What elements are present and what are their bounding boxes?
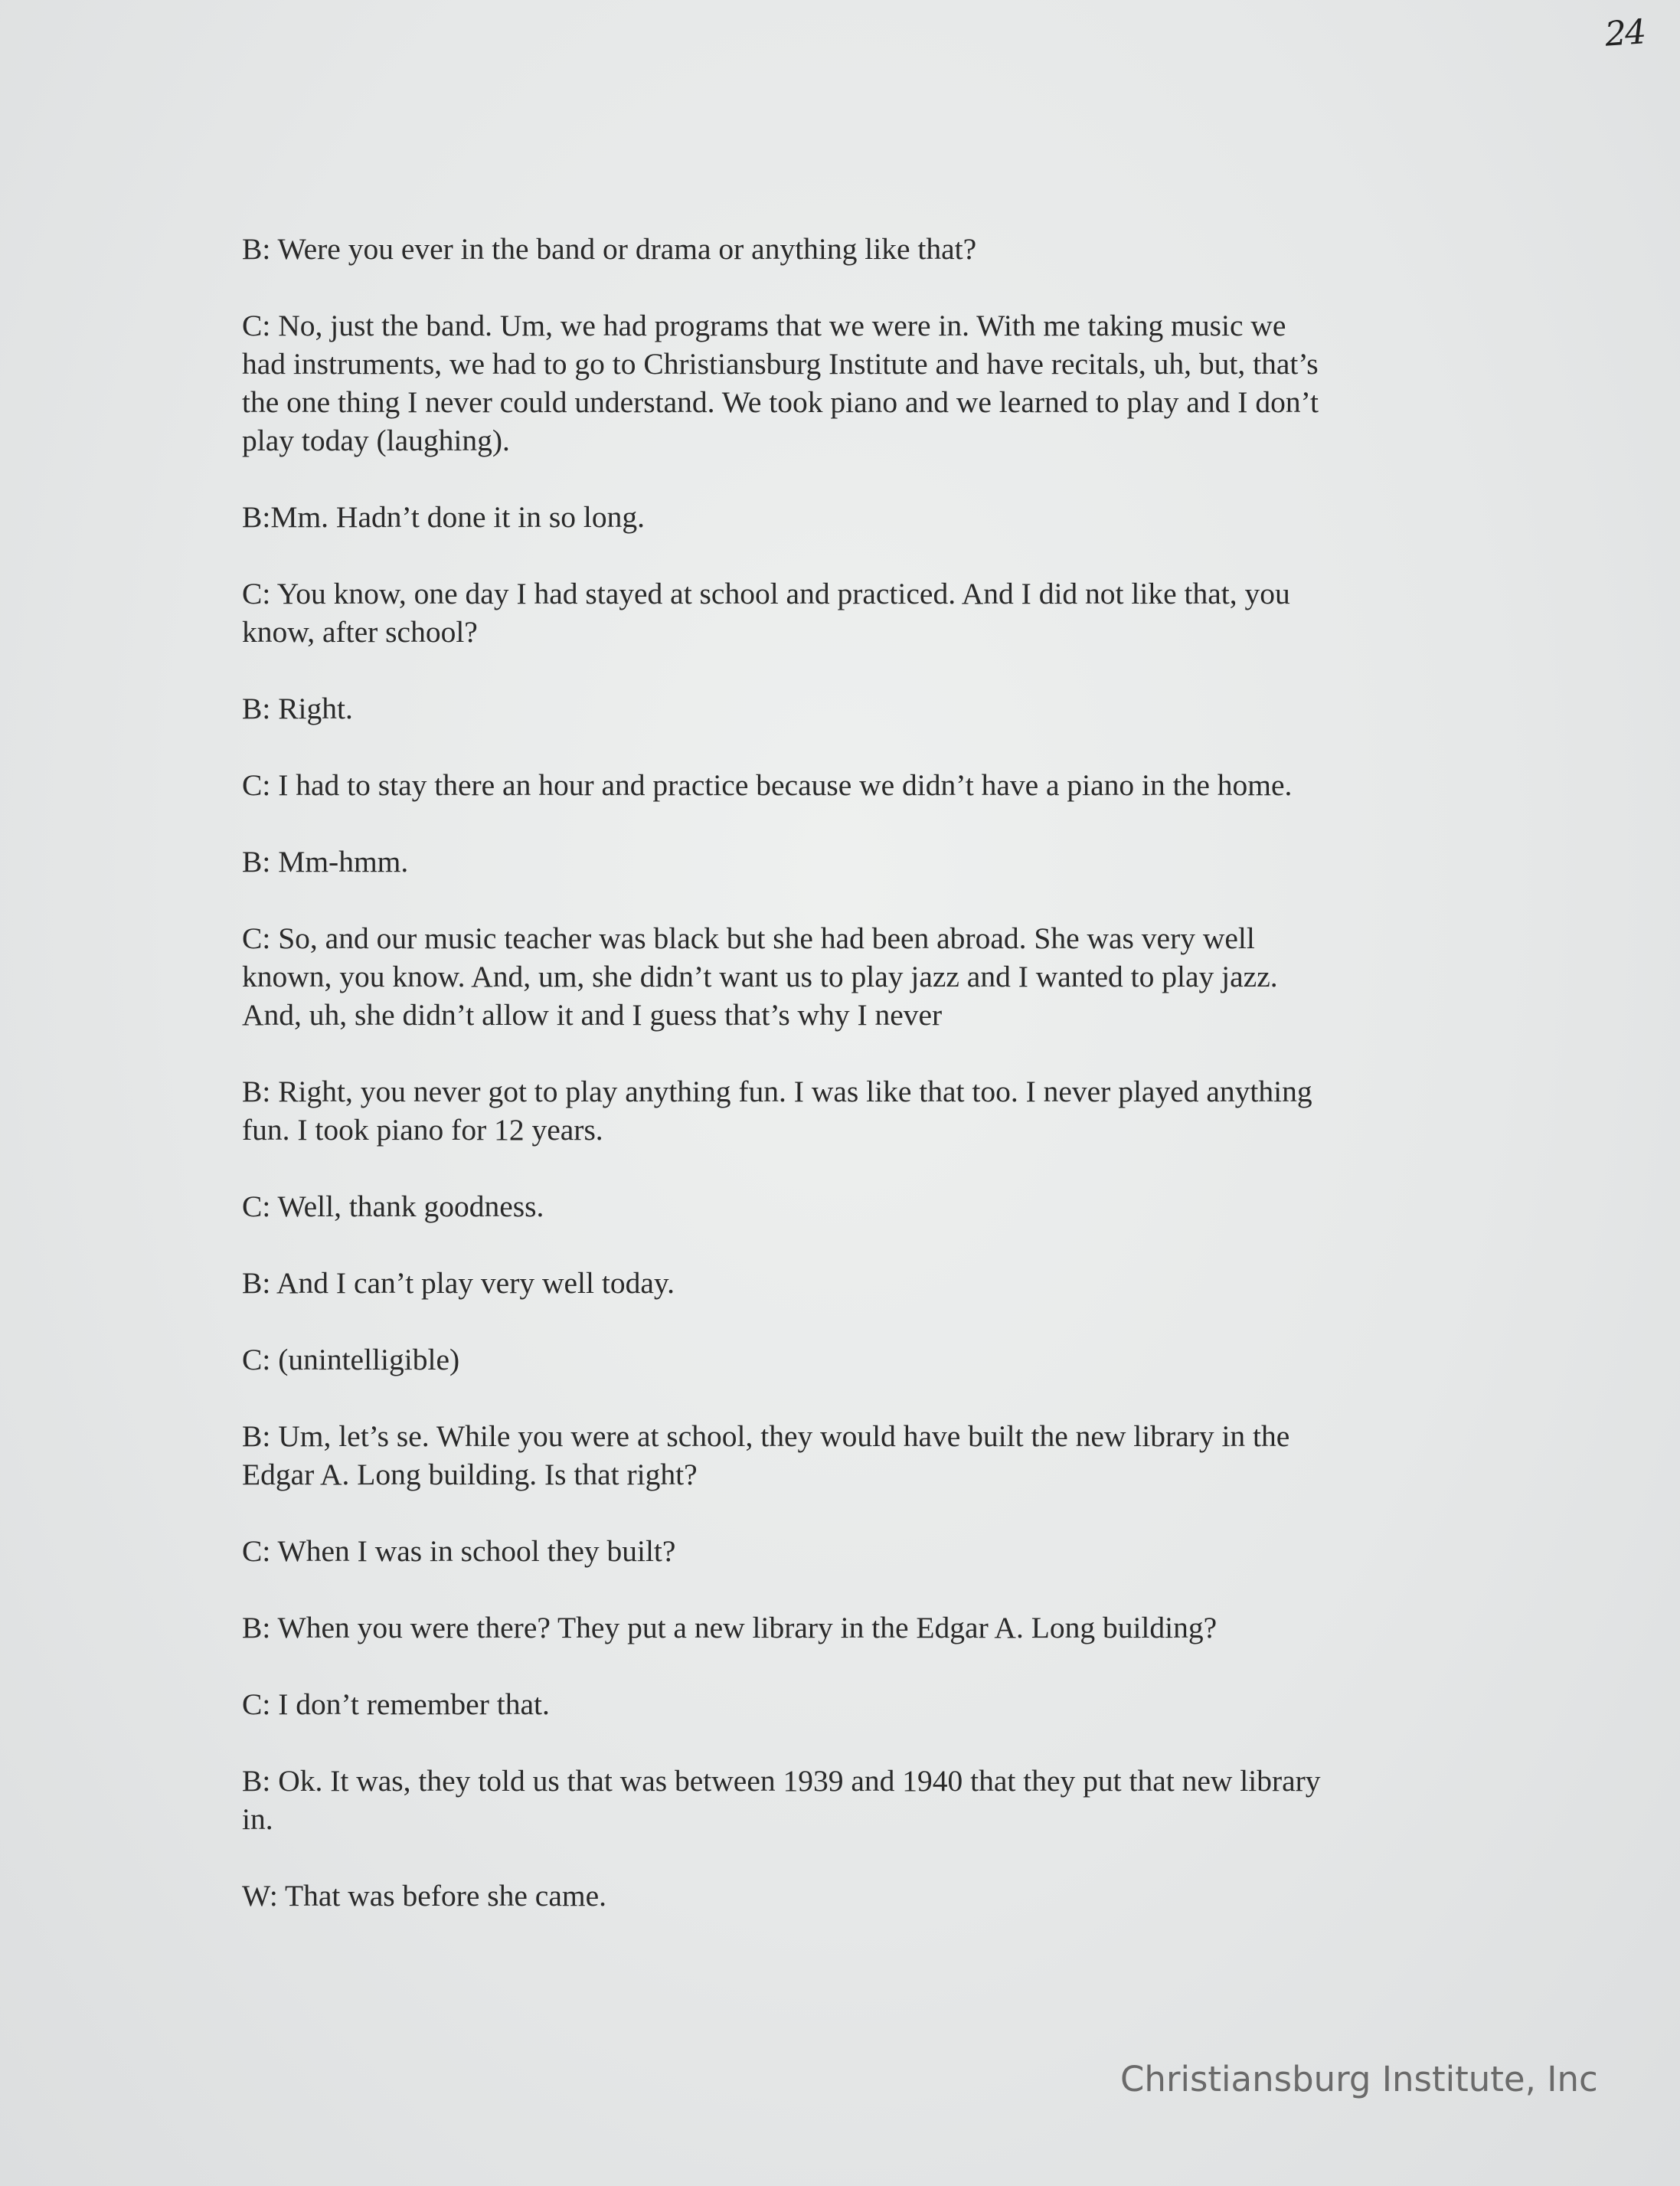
transcript-paragraph [242, 1532, 1452, 1570]
transcript-line: the one thing I never could understand. We took piano and we learned to play and I don’t [242, 385, 1319, 419]
transcript-paragraph [242, 1762, 1452, 1838]
transcript-paragraph [242, 1877, 1452, 1915]
transcript-line: C: So, and our music teacher was black but she had been abroad. She was very well [242, 921, 1255, 955]
transcript-line: B: Um, let’s se. While you were at school, they would have built the new library in the [242, 1419, 1290, 1453]
transcript-line: had instruments, we had to go to Christiansburg Institute and have recitals, uh, but, that’s [242, 347, 1319, 381]
transcript-line: B: When you were there? They put a new library in the Edgar A. Long building? [242, 1611, 1218, 1644]
transcript-line: in. [242, 1802, 273, 1836]
transcript-paragraph [242, 1685, 1452, 1723]
transcript-paragraph [242, 843, 1452, 881]
transcript-body [242, 230, 1452, 1953]
transcript-line: B: Mm-hmm. [242, 845, 409, 879]
transcript-line: known, you know. And, um, she didn’t want us to play jazz and I wanted to play jazz. [242, 960, 1278, 993]
transcript-paragraph [242, 230, 1452, 268]
transcript-line: know, after school? [242, 615, 478, 649]
transcript-line: C: When I was in school they built? [242, 1534, 676, 1568]
transcript-line: play today (laughing). [242, 424, 510, 457]
transcript-paragraph [242, 919, 1452, 1034]
transcript-line: C: I don’t remember that. [242, 1687, 550, 1721]
transcript-paragraph [242, 1608, 1452, 1647]
transcript-line: B: Ok. It was, they told us that was between 1939 and 1940 that they put that new library [242, 1764, 1321, 1798]
transcript-paragraph [242, 1417, 1452, 1494]
transcript-line: B: Right, you never got to play anything fun. I was like that too. I never played anything [242, 1075, 1312, 1108]
watermark: Christiansburg Institute, Inc [1120, 2059, 1598, 2099]
transcript-line: W: That was before she came. [242, 1879, 606, 1913]
transcript-paragraph [242, 1072, 1452, 1149]
transcript-line: fun. I took piano for 12 years. [242, 1113, 603, 1147]
transcript-line: C: (unintelligible) [242, 1343, 460, 1376]
transcript-paragraph [242, 766, 1452, 804]
transcript-line: And, uh, she didn’t allow it and I guess that’s why I never [242, 998, 943, 1032]
transcript-paragraph [242, 1340, 1452, 1379]
transcript-line: Edgar A. Long building. Is that right? [242, 1458, 698, 1491]
transcript-line: B: And I can’t play very well today. [242, 1266, 675, 1300]
transcript-paragraph [242, 306, 1452, 460]
transcript-line: B:Mm. Hadn’t done it in so long. [242, 500, 645, 534]
transcript-line: C: I had to stay there an hour and practice because we didn’t have a piano in the home. [242, 768, 1293, 802]
transcript-line: B: Right. [242, 692, 353, 725]
page-number: 24 [1603, 12, 1646, 54]
transcript-paragraph [242, 689, 1452, 728]
transcript-paragraph [242, 1187, 1452, 1226]
transcript-paragraph [242, 574, 1452, 651]
transcript-paragraph [242, 1264, 1452, 1302]
transcript-paragraph [242, 498, 1452, 536]
transcript-line: C: Well, thank goodness. [242, 1190, 544, 1223]
transcript-line: C: You know, one day I had stayed at school and practiced. And I did not like that, you [242, 577, 1290, 610]
transcript-line: B: Were you ever in the band or drama or anything like that? [242, 232, 977, 266]
transcript-line: C: No, just the band. Um, we had programs that we were in. With me taking music we [242, 309, 1286, 342]
